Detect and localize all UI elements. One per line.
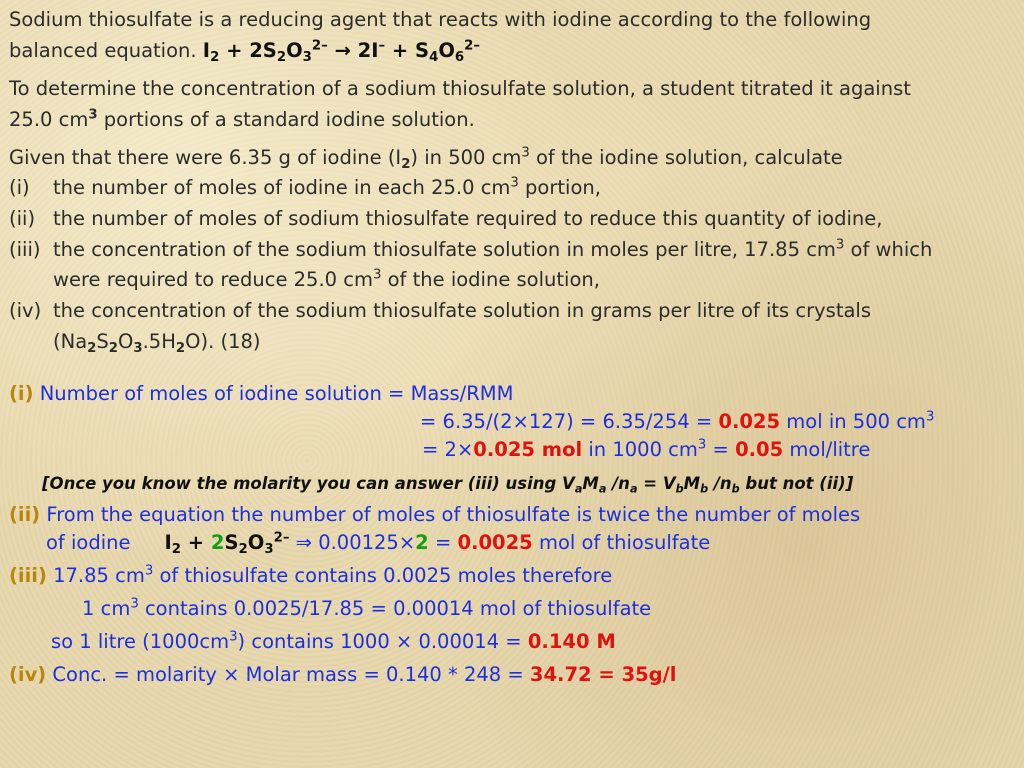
answer-iv-label: (iv) xyxy=(9,663,47,686)
answer-ii-label: (ii) xyxy=(9,503,41,526)
crystal-formula: $(Na_2S_2O_3.5H_2O)$. (18) xyxy=(53,330,261,356)
para2-line-1: To determine the concentration of a sodium thiosulfate solution, a student titrated it against xyxy=(9,77,911,100)
answer-i-line-2: = 6.35/(2×127) = 6.35/254 = 0.025 mol in 500 $cm^3$ xyxy=(420,409,935,433)
answer-ii-line-2: of iodine $I_2 + 2S_2O_3^{2-}$ ⇒ 0.00125×2 = 0.0025 mol of thiosulfate xyxy=(46,530,711,557)
question-item-ii: (ii) the number of moles of sodium thiosulfate required to reduce this quantity of iodine, xyxy=(9,207,883,230)
balanced-equation: $I_2 + 2S_2O_3^{2-} \to 2I^- + S_4O_6^{2-}$ xyxy=(202,38,480,65)
answer-iii-line-2: 1 $cm^3$ contains 0.0025/17.85 = 0.00014 mol of thiosulfate xyxy=(82,596,652,620)
answer-iii-line-1: (iii) 17.85 $cm^3$ of thiosulfate contains 0.0025 moles therefore xyxy=(9,563,613,587)
half-equation: $I_2 + 2S_2O_3^{2-}$ xyxy=(164,530,290,557)
question-item-iv: (iv) the concentration of the sodium thiosulfate solution in grams per litre of its crystals xyxy=(9,299,872,322)
answer-ii-line-1: (ii) From the equation the number of moles of thiosulfate is twice the number of moles xyxy=(9,503,861,526)
answer-i-line-1: (i) Number of moles of iodine solution = Mass/RMM xyxy=(9,382,514,405)
question-item-iii: (iii) the concentration of the sodium thiosulfate solution in moles per litre, 17.85 $cm^3$ of which xyxy=(9,237,933,261)
answer-iv-line: (iv) Conc. = molarity × Molar mass = 0.140 * 248 = 34.72 = 35g/l xyxy=(9,663,677,686)
intro-line-1: Sodium thiosulfate is a reducing agent that reacts with iodine according to the following xyxy=(9,8,872,31)
question-item-i: (i) the number of moles of iodine in each 25.0 $cm^3$ portion, xyxy=(9,175,601,199)
molarity-note: [Once you know the molarity you can answer (iii) using $V_aM_a$ $/n_a = V_bM_b$ $/n_b$ but not (ii)] xyxy=(42,474,854,496)
answer-i-line-3: = 2×0.025 mol in 1000 $cm^3 = 0.05$ mol/litre xyxy=(422,437,871,461)
question-item-iii-cont: were required to reduce 25.0 $cm^3$ of the iodine solution, xyxy=(53,267,600,291)
answer-iii-line-3: so 1 litre $(1000cm^3)$ contains 1000 × 0.00014 = 0.140 M xyxy=(51,629,616,653)
intro-line-2: balanced equation. $I_2 + 2S_2O_3^{2-} \to 2I^- + S_4O_6^{2-}$ xyxy=(9,38,480,65)
para3-line-1: Given that there were 6.35 g of iodine $(I_2)$ in 500 $cm^3$ of the iodine solution, calculate xyxy=(9,145,843,172)
para2-line-2: 25.0 $cm^3$ portions of a standard iodine solution. xyxy=(9,107,475,131)
answer-i-label: (i) xyxy=(9,382,34,405)
answer-iii-label: (iii) xyxy=(9,564,47,587)
